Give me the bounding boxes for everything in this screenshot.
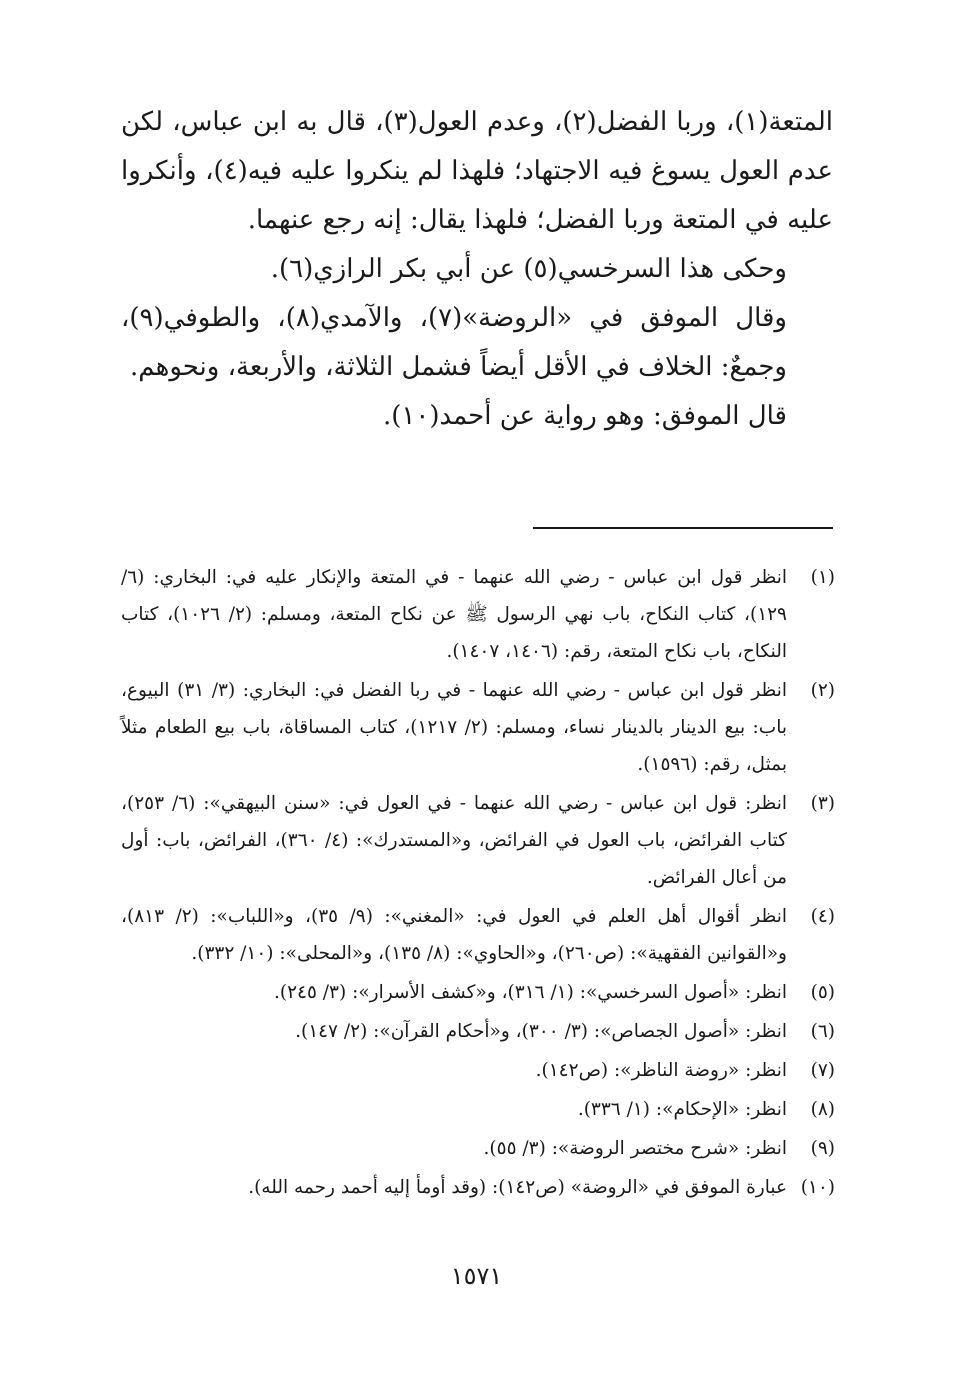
footnote-number: (٢) [810,680,835,701]
footnote-number: (٩) [810,1138,835,1159]
footnote-number: (١) [810,567,835,588]
footnote-4 [121,898,835,972]
footnotes [121,559,835,1208]
footnote-text: انظر: «الإحكام»: (١/ ٣٣٦). [577,1099,787,1120]
footnote-text: انظر أقوال أهل العلم في العول في: «المغني»: (٩/ ٣٥)، و«اللباب»: (٢/ ٨١٣)، و«القوانين الفقهية»: (ص٢٦٠)، و«الحاوي»: (٨/ ١٣٥)، و«المحلى»: (١٠/ ٣٣٢). [121,906,787,964]
footnote-5 [121,974,835,1011]
footnote-2 [121,672,835,783]
footnote-text: انظر: «روضة الناظر»: (ص١٤٢). [535,1060,787,1081]
footnote-text: انظر: «شرح مختصر الروضة»: (٣/ ٥٥). [483,1138,787,1159]
paragraph-4: قال الموفق: وهو رواية عن أحمد(١٠). [382,401,787,431]
paragraph-1: المتعة(١)، وربا الفضل(٢)، وعدم العول(٣)، قال به ابن عباس، لكن عدم العول يسوغ فيه الاجتهاد؛ فلهذا لم ينكروا عليه فيه(٤)، وأنكروا عليه في المتعة وربا الفضل؛ فلهذا يقال: إنه رجع عنهما. [121,107,833,235]
main-text [121,98,833,441]
footnote-number: (١٠) [800,1177,835,1198]
footnote-1 [121,559,835,670]
footnote-number: (٨) [810,1099,835,1120]
footnote-7 [121,1052,835,1089]
footnote-text: انظر قول ابن عباس - رضي الله عنهما - في ربا الفضل في: البخاري: (٣/ ٣١) البيوع، باب: بيع الدينار بالدينار نساء، ومسلم: (٢/ ١٢١٧)، كتاب المساقاة، باب بيع الطعام مثلاً بمثل، رقم: (١٥٩٦). [121,680,788,775]
footnote-9 [121,1130,835,1167]
footnote-10 [121,1169,835,1206]
footnote-number: (٧) [810,1060,835,1081]
footnote-divider [533,527,833,529]
paragraph-2: وحكى هذا السرخسي(٥) عن أبي بكر الرازي(٦). [270,254,787,284]
page-number: ١٥٧١ [450,1262,503,1290]
footnote-number: (٥) [810,982,835,1003]
footnote-text: عبارة الموفق في «الروضة» (ص١٤٢): (وقد أومأ إليه أحمد رحمه الله). [248,1177,787,1198]
footnote-text: انظر قول ابن عباس - رضي الله عنهما - في المتعة والإنكار عليه في: البخاري: (٦/ ١٢٩)، كتاب النكاح، باب نهي الرسول ﷺ عن نكاح المتعة، ومسلم: (٢/ ١٠٢٦)، كتاب النكاح، باب نكاح المتعة، رقم: (١٤٠٦، ١٤٠٧). [121,567,787,662]
footnote-3 [121,785,835,896]
footnote-text: انظر: قول ابن عباس - رضي الله عنهما - في العول في: «سنن البيهقي»: (٦/ ٢٥٣)، كتاب الفرائض، باب العول في الفرائض، و«المستدرك»: (٤/ ٣٦٠)، الفرائض، باب: أول من أعال الفرائض. [121,793,787,888]
footnote-number: (٤) [810,906,835,927]
paragraph-3: وقال الموفق في «الروضة»(٧)، والآمدي(٨)، والطوفي(٩)، وجمعٌ: الخلاف في الأقل أيضاً فشمل الثلاثة، والأربعة، ونحوهم. [121,303,787,382]
footnote-6 [121,1013,835,1050]
footnote-number: (٦) [810,1021,835,1042]
footnote-8 [121,1091,835,1128]
footnote-number: (٣) [810,793,835,814]
footnote-text: انظر: «أصول السرخسي»: (١/ ٣١٦)، و«كشف الأسرار»: (٣/ ٢٤٥). [274,982,787,1003]
footnote-text: انظر: «أصول الجصاص»: (٣/ ٣٠٠)، و«أحكام القرآن»: (٢/ ١٤٧). [295,1021,787,1042]
